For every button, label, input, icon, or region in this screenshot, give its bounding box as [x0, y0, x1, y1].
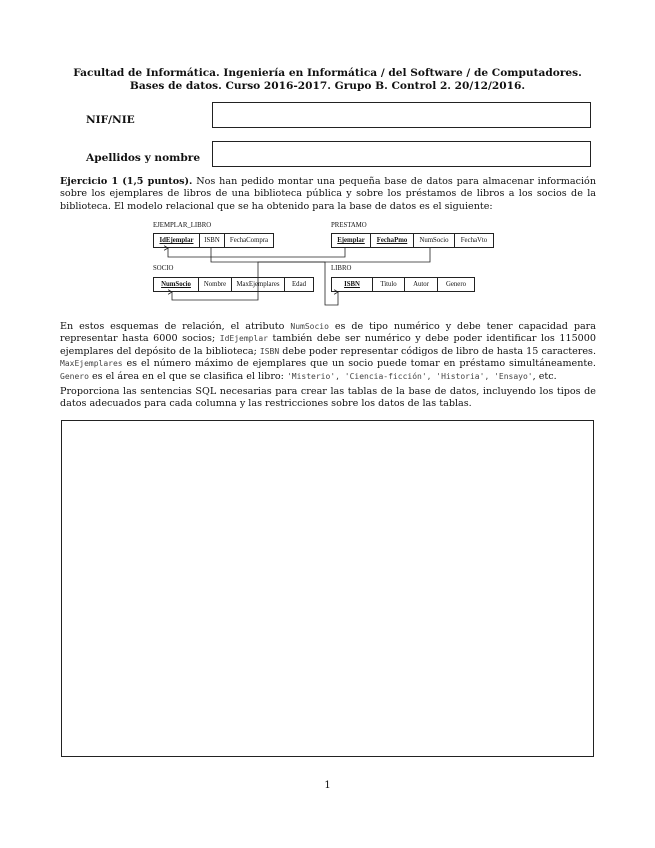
fk-bottom-line [338, 247, 472, 305]
code-isbn: ISBN [259, 346, 280, 356]
exercise-intro-text: Nos han pedido montar una pequeña base de datos para almacenar información sobre los ejemplares de libros de una biblioteca pública y sobre los préstamos de libros a los socios de la biblioteca. El modelo relacional que se ha obtenido para la base de datos es el siguiente: [60, 176, 596, 212]
nif-label: NIF/NIE [86, 114, 135, 126]
code-idejemplar: IdEjemplar [219, 334, 268, 344]
col-genero: Genero [445, 281, 466, 288]
col-libro-isbn: ISBN [332, 278, 373, 291]
schema-name-libro: LIBRO [331, 265, 352, 272]
desc-text-1: En estos esquemas de relación, el atributo [60, 321, 291, 332]
header-line-2: Bases de datos. Curso 2016-2017. Grupo B. Control 2. 20/12/2016. [129, 80, 526, 92]
desc-text-4: debe poder representar códigos de libro de hasta 15 caracteres. [279, 345, 596, 357]
desc-text-3: también debe ser numérico y debe poder identificar los 115000 ejemplares del depósito de la biblioteca; [60, 333, 596, 357]
col-titulo: Titulo [373, 278, 405, 291]
task-text: Proporciona las sentencias SQL necesarias para crear las tablas de la base de datos, incluyendo los tipos de datos adecuados para cada columna y las restricciones sobre los datos de las tablas. [60, 386, 596, 410]
code-genero: Genero [60, 371, 89, 381]
fk-ejemplar-arrow [168, 247, 345, 257]
description [60, 321, 596, 383]
col-ejemplar: Ejemplar [332, 234, 371, 247]
name-label: Apellidos y nombre [86, 152, 201, 164]
col-maxejemplares: MaxEjemplares [232, 278, 285, 291]
col-nombre: Nombre [199, 278, 232, 291]
header-line-1: Facultad de Informática. Ingeniería en Informática / del Software / de Computadores. [73, 67, 582, 79]
col-edad: Edad [292, 281, 306, 288]
code-maxejemplares: MaxEjemplares [60, 359, 123, 369]
answer-box[interactable] [61, 420, 594, 757]
desc-text-2: es de tipo numérico y debe tener capacidad para representar hasta 6000 socios; [60, 321, 596, 345]
desc-text-7: , etc. [532, 370, 557, 382]
col-isbn: ISBN [200, 234, 225, 247]
page-number: 1 [324, 780, 331, 791]
col-idejemplar: IdEjemplar [154, 234, 200, 247]
schema-name-ejemplar-libro: EJEMPLAR_LIBRO [153, 222, 212, 229]
col-autor: Autor [405, 278, 438, 291]
code-numsocio: NumSocio [290, 322, 329, 331]
col-numsocio: NumSocio [414, 234, 455, 247]
desc-text-6: es el área en el que se clasifica el libro: [88, 370, 287, 382]
schema-name-prestamo: PRESTAMO [331, 222, 367, 229]
col-fechacompra: FechaCompra [229, 237, 269, 244]
exercise-title: Ejercicio 1 (1,5 puntos). [60, 176, 193, 187]
col-socio-numsocio: NumSocio [154, 278, 199, 291]
col-fechapmo: FechaPmo [371, 234, 414, 247]
fk-isbn-arrow [211, 247, 338, 305]
desc-text-5: es el número máximo de ejemplares que un socio puede tomar en préstamo simultáneamente. [122, 358, 596, 370]
col-fechavto: FechaVto [460, 237, 488, 244]
code-genre-values: 'Misterio', 'Ciencia-ficción', 'Historia', 'Ensayo' [286, 371, 533, 381]
schema-name-socio: SOCIO [153, 265, 174, 272]
